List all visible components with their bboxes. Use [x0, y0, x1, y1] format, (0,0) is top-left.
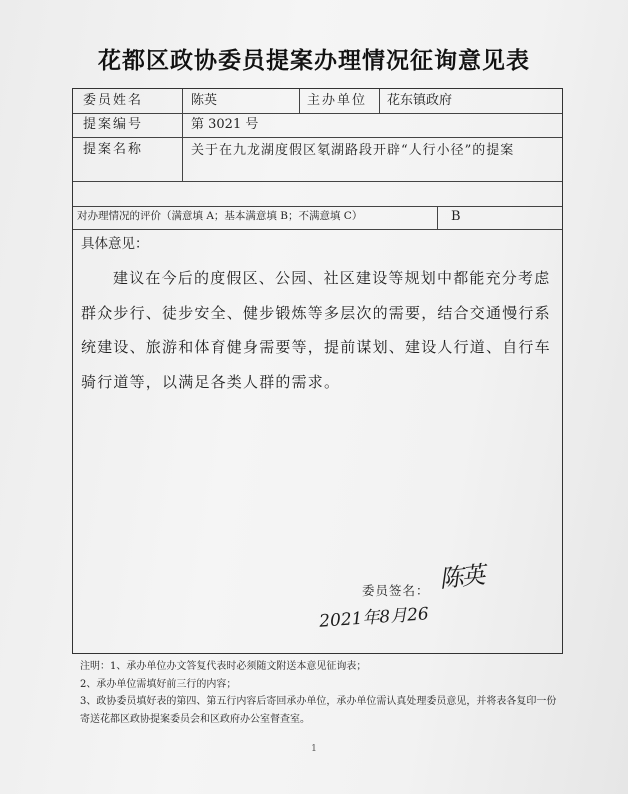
handwritten-date: 2021年8月26 — [318, 604, 430, 632]
proposal-name-label: 提案名称 — [83, 142, 144, 157]
signature-label: 委员签名： — [362, 583, 430, 598]
form-title: 花都区政协委员提案办理情况征询意见表 — [98, 48, 530, 74]
evaluation-value: B — [451, 209, 461, 224]
proposal-name-value: 关于在九龙湖度假区氡湖路段开辟“人行小径”的提案 — [191, 143, 515, 158]
page-number: 1 — [311, 744, 317, 754]
member-name-value: 陈英 — [191, 93, 218, 108]
proposal-number-label: 提案编号 — [83, 117, 144, 132]
member-name-label: 委员姓名 — [83, 93, 144, 108]
opinion-text: 建议在今后的度假区、公园、社区建设等规划中都能充分考虑群众步行、徒步安全、健步锻炼等多层次的需要，结合交通慢行系统建设、旅游和体育健身需要等，提前谋划、建设人行道、自行车骑行道等，以满足各类人群的需求。 — [81, 269, 551, 391]
note-2: 2、承办单位需填好前三行的内容； — [80, 678, 237, 690]
evaluation-label: 对办理情况的评价（满意填 A；基本满意填 B；不满意填 C） — [77, 210, 363, 222]
proposal-number-value: 第 3021 号 — [191, 117, 259, 132]
handwritten-signature: 陈英 — [437, 560, 485, 594]
host-unit-value: 花东镇政府 — [387, 93, 453, 108]
notes-section — [80, 658, 560, 728]
note-3: 3、政协委员填好表的第四、第五行内容后寄回承办单位，承办单位需认真处理委员意见，并将表各复印一份寄送花都区政协提案委员会和区政府办公室督查室。 — [80, 696, 557, 725]
opinion-heading: 具体意见： — [81, 236, 149, 252]
opinion-form-table — [72, 88, 563, 654]
host-unit-label: 主办单位 — [307, 93, 368, 108]
note-1: 注明：1、承办单位办文答复代表时必须随文附送本意见征询表； — [80, 661, 367, 672]
